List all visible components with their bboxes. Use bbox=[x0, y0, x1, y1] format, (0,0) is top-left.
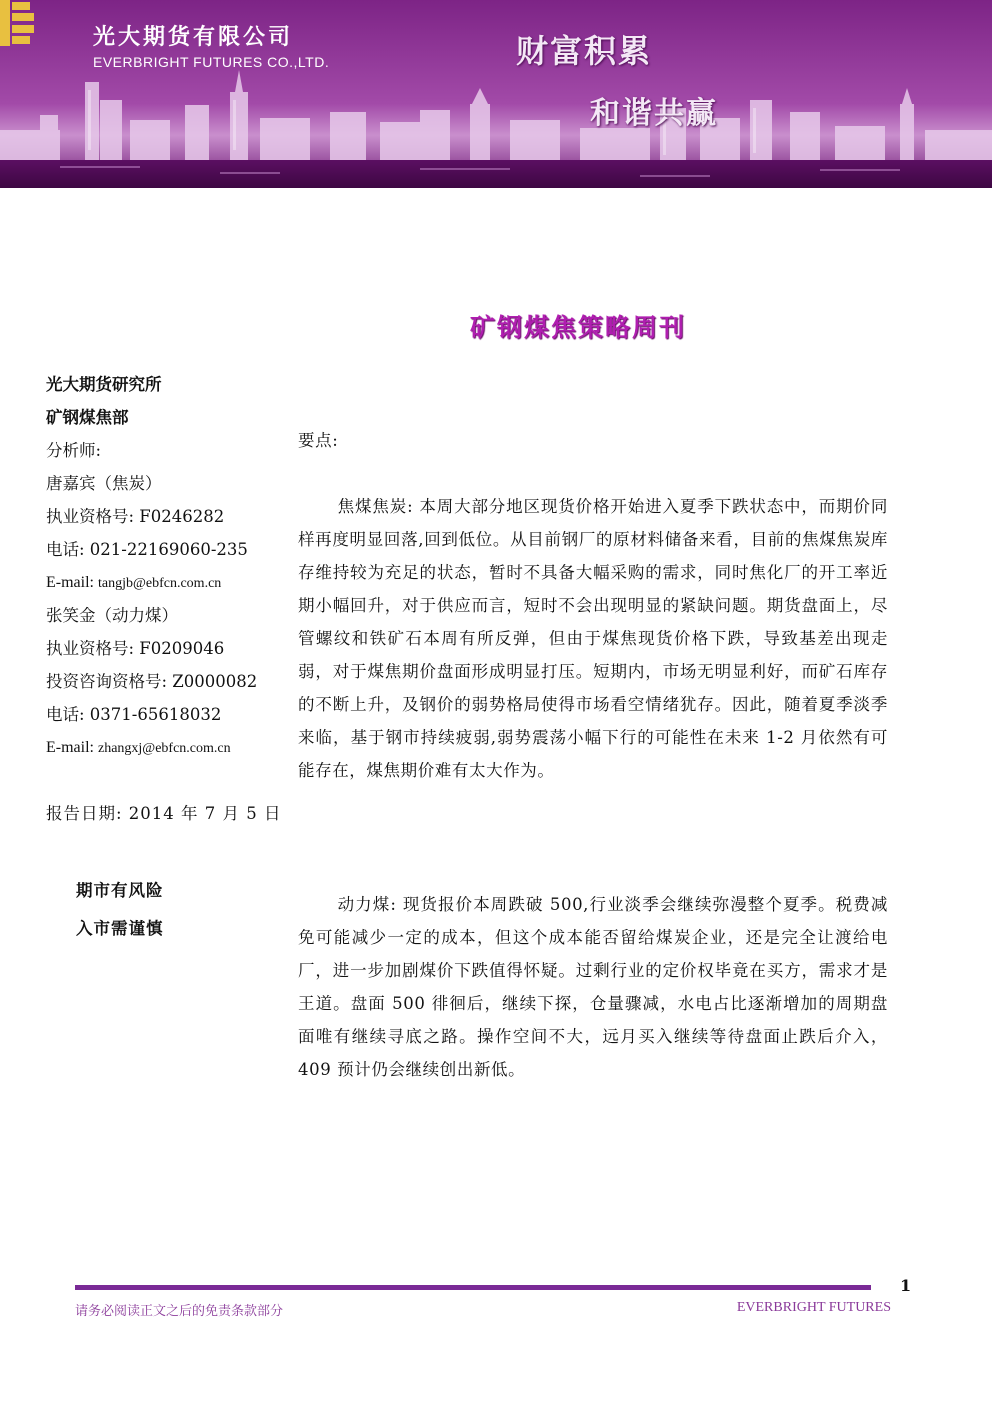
footer-divider bbox=[75, 1285, 871, 1290]
analyst2-phone: 电话: 0371-65618032 bbox=[46, 705, 222, 724]
risk-warning bbox=[76, 872, 164, 948]
company-name-cn: 光大期货有限公司 bbox=[93, 25, 294, 50]
analyst2-name: 张笑金（动力煤） bbox=[46, 606, 178, 625]
page-number: 1 bbox=[900, 1276, 912, 1295]
report-date: 报告日期: 2014 年 7 月 5 日 bbox=[46, 804, 282, 823]
analyst2-email-label: E-mail: bbox=[46, 739, 98, 756]
header-banner bbox=[0, 0, 992, 188]
analyst2-email-row bbox=[46, 731, 296, 764]
analyst1-license: 执业资格号: F0246282 bbox=[46, 507, 225, 526]
keypoints-heading bbox=[298, 424, 888, 457]
author-sidebar bbox=[46, 368, 296, 764]
company-name-en: EVERBRIGHT FUTURES CO.,LTD. bbox=[93, 54, 330, 70]
analyst1-email-link[interactable]: tangjb@ebfcn.com.cn bbox=[97, 576, 222, 591]
institute-name: 光大期货研究所 bbox=[46, 375, 162, 394]
footer-disclaimer: 请务必阅读正文之后的免责条款部分 bbox=[75, 1304, 284, 1319]
analyst2-email-link[interactable]: zhangxj@ebfcn.com.cn bbox=[97, 741, 231, 756]
footer-brand: EVERBRIGHT FUTURES bbox=[736, 1300, 891, 1315]
risk-warning-line-1: 期市有风险 bbox=[76, 881, 164, 900]
slogan-line-2: 和谐共赢 bbox=[590, 96, 718, 131]
department-name: 矿钢煤焦部 bbox=[46, 408, 129, 427]
thermal-coal-paragraph: 动力煤: 现货报价本周跌破 500,行业淡季会继续弥漫整个夏季。税费减免可能减少一定的成本，但这个成本能否留给煤炭企业，还是完全让渡给电厂，进一步加剧煤价下跌值得怀疑。过剩行业的定价权毕竟在买方，需求才是王道。盘面 500 徘徊后，继续下探，仓量骤减，水电占比逐渐增加的周期盘面唯有继续寻底之路。操作空间不大，远月买入继续等待盘面止跌后介入，409 预计仍会继续创出新低。 bbox=[298, 895, 888, 1079]
risk-warning-line-2: 入市需谨慎 bbox=[76, 919, 164, 938]
analyst2-consult-license: 投资咨询资格号: Z0000082 bbox=[46, 672, 258, 691]
coking-coal-section bbox=[298, 490, 888, 787]
analyst1-email-label: E-mail: bbox=[46, 574, 98, 591]
everbright-logo-icon bbox=[0, 0, 36, 46]
analyst1-name: 唐嘉宾（焦炭） bbox=[46, 474, 162, 493]
analyst1-phone: 电话: 021-22169060-235 bbox=[46, 540, 248, 559]
keypoints-label: 要点: bbox=[298, 431, 339, 450]
document-title: 矿钢煤焦策略周刊 bbox=[470, 313, 687, 342]
analyst-label: 分析师: bbox=[46, 441, 102, 460]
thermal-coal-section bbox=[298, 888, 888, 1086]
slogan-line-1: 财富积累 bbox=[516, 32, 653, 70]
analyst2-license: 执业资格号: F0209046 bbox=[46, 639, 225, 658]
analyst1-email-row bbox=[46, 566, 296, 599]
coking-coal-paragraph: 焦煤焦炭: 本周大部分地区现货价格开始进入夏季下跌状态中，而期价同样再度明显回落,回到低位。从目前钢厂的原材料储备来看，目前的焦煤焦炭库存维持较为充足的状态，暂时不具备大幅采购的需求，同时焦化厂的开工率近期小幅回升，对于供应而言，短时不会出现明显的紧缺问题。期货盘面上，尽管螺纹和铁矿石本周有所反弹，但由于煤焦现货价格下跌，导致基差出现走弱，对于煤焦期价盘面形成明显打压。短期内，市场无明显利好，而矿石库存的不断上升，及钢价的弱势格局使得市场看空情绪犹存。因此，随着夏季淡季来临，基于钢市持续疲弱,弱势震荡小幅下行的可能性在未来 1-2 月依然有可能存在，煤焦期价难有太大作为。 bbox=[298, 497, 888, 780]
